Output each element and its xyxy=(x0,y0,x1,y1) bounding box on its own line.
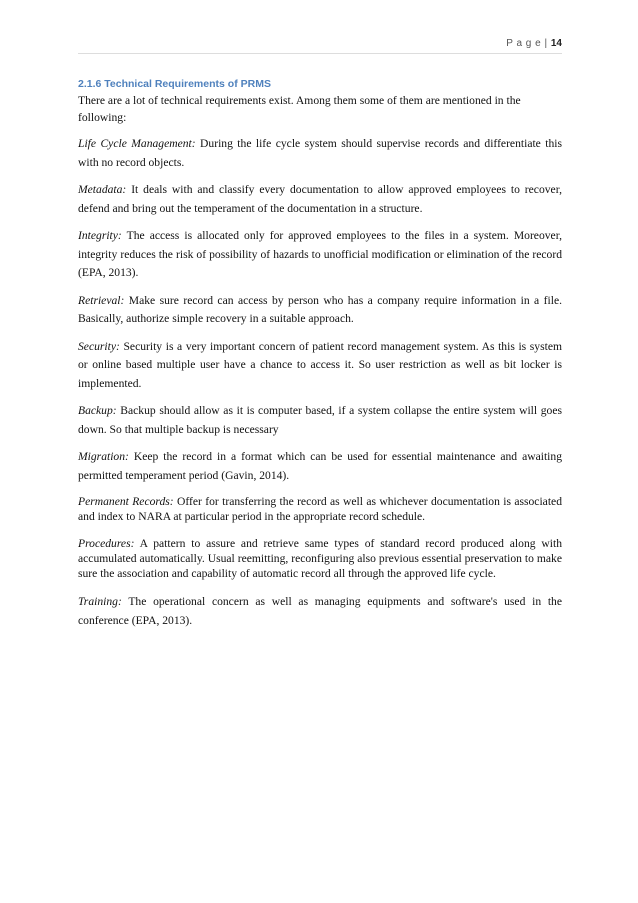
requirement-text: During the life cycle system should supervise records and differentiate this with no record objects. xyxy=(78,137,562,169)
section-heading: 2.1.6 Technical Requirements of PRMS xyxy=(78,78,271,90)
requirement-term: Training: xyxy=(78,595,122,608)
requirement-metadata xyxy=(78,181,562,218)
requirement-term: Permanent Records: xyxy=(78,495,174,508)
page-header xyxy=(78,38,562,49)
document-body xyxy=(78,76,562,639)
requirement-text: It deals with and classify every documentation to allow approved employees to recover, defend and bring out the temperament of the documentation in a structure. xyxy=(78,183,562,215)
requirement-retrieval xyxy=(78,292,562,329)
requirement-text: Make sure record can access by person who has a company require information in a file. Basically, authorize simple recovery in a suitable approach. xyxy=(78,293,562,325)
requirement-term: Security: xyxy=(78,339,120,353)
requirement-migration xyxy=(78,448,562,485)
requirement-term: Migration: xyxy=(78,450,129,463)
page-label: P a g e xyxy=(506,38,542,49)
requirement-security xyxy=(78,338,562,394)
requirement-text: Keep the record in a format which can be used for essential maintenance and awaiting permitted temperament period (Gavin, 2014). xyxy=(78,450,562,482)
page-number: 14 xyxy=(550,38,562,49)
section-intro: There are a lot of technical requirements exist. Among them some of them are mentioned in the following: xyxy=(78,94,521,124)
requirement-term: Life Cycle Management: xyxy=(78,137,196,150)
requirement-integrity xyxy=(78,227,562,283)
requirement-backup xyxy=(78,402,562,439)
requirement-text: Backup should allow as it is computer based, if a system collapse the entire system will goes down. So that multiple backup is necessary xyxy=(78,404,562,436)
header-divider xyxy=(78,53,562,54)
requirement-text: The operational concern as well as managing equipments and software's used in the conference (EPA, 2013). xyxy=(78,595,562,627)
requirement-text: Offer for transferring the record as well as whichever documentation is associated and index to NARA at particular period in the appropriate record schedule. xyxy=(78,495,562,523)
requirement-term: Integrity: xyxy=(78,229,122,242)
requirement-life-cycle-management xyxy=(78,135,562,172)
requirement-text: A pattern to assure and retrieve same types of standard record produced along with accumulated automatically. Usual reemitting, reconfiguring also previous essential preservation to make sure the association and capability of automatic record all through the approved life cycle. xyxy=(78,537,562,580)
page-separator: | xyxy=(541,38,551,49)
requirement-training xyxy=(78,593,562,630)
requirement-term: Metadata: xyxy=(78,183,127,196)
requirement-term: Retrieval: xyxy=(78,293,125,307)
requirement-text: Security is a very important concern of patient record management system. As this is system or online based multiple user have a chance to access it. So user restriction as well as bit locker is implemented. xyxy=(78,339,562,390)
requirement-term: Backup: xyxy=(78,404,117,417)
requirement-term: Procedures: xyxy=(78,537,135,550)
requirement-procedures xyxy=(78,536,562,581)
requirement-permanent-records xyxy=(78,494,562,524)
requirement-text: The access is allocated only for approved employees to the files in a system. Moreover, integrity reduces the risk of possibility of hazards to unofficial modification or elimination of the record (EPA, 2013). xyxy=(78,229,562,279)
